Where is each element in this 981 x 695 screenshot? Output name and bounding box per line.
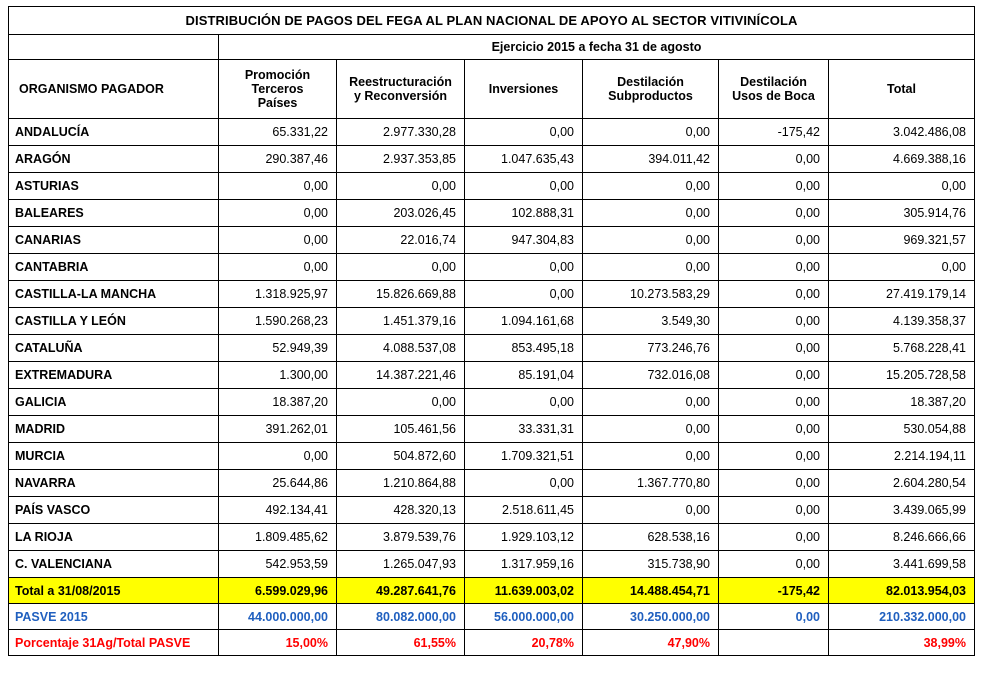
total-promocion: 6.599.029,96 <box>219 578 337 604</box>
cell-destilacion-usos-boca: 0,00 <box>719 146 829 173</box>
cell-promocion: 1.590.268,23 <box>219 308 337 335</box>
table-row <box>9 281 975 308</box>
cell-promocion: 25.644,86 <box>219 470 337 497</box>
total-inversiones: 11.639.003,02 <box>465 578 583 604</box>
table-row <box>9 173 975 200</box>
row-organismo-name: C. VALENCIANA <box>9 551 219 578</box>
cell-reestructuracion: 0,00 <box>337 389 465 416</box>
cell-destilacion-subproductos: 0,00 <box>583 389 719 416</box>
cell-promocion: 492.134,41 <box>219 497 337 524</box>
table-title: DISTRIBUCIÓN DE PAGOS DEL FEGA AL PLAN NACIONAL DE APOYO AL SECTOR VITIVINÍCOLA <box>9 7 975 35</box>
pasve-destilacion-usos-boca: 0,00 <box>719 604 829 630</box>
cell-destilacion-usos-boca: 0,00 <box>719 335 829 362</box>
cell-inversiones: 1.929.103,12 <box>465 524 583 551</box>
cell-promocion: 1.809.485,62 <box>219 524 337 551</box>
percentage-inversiones: 20,78% <box>465 630 583 656</box>
cell-promocion: 0,00 <box>219 443 337 470</box>
cell-total: 0,00 <box>829 173 975 200</box>
cell-promocion: 542.953,59 <box>219 551 337 578</box>
table-percentage-row <box>9 630 975 656</box>
row-organismo-name: NAVARRA <box>9 470 219 497</box>
cell-destilacion-usos-boca: 0,00 <box>719 551 829 578</box>
cell-promocion: 18.387,20 <box>219 389 337 416</box>
cell-inversiones: 947.304,83 <box>465 227 583 254</box>
cell-destilacion-subproductos: 0,00 <box>583 416 719 443</box>
cell-inversiones: 1.709.321,51 <box>465 443 583 470</box>
cell-reestructuracion: 0,00 <box>337 173 465 200</box>
cell-promocion: 52.949,39 <box>219 335 337 362</box>
cell-total: 18.387,20 <box>829 389 975 416</box>
header-organismo-pagador: ORGANISMO PAGADOR <box>9 60 219 119</box>
table-row <box>9 200 975 227</box>
cell-total: 2.604.280,54 <box>829 470 975 497</box>
cell-total: 0,00 <box>829 254 975 281</box>
table-row <box>9 470 975 497</box>
row-organismo-name: ARAGÓN <box>9 146 219 173</box>
row-organismo-name: CATALUÑA <box>9 335 219 362</box>
cell-destilacion-usos-boca: 0,00 <box>719 389 829 416</box>
cell-reestructuracion: 203.026,45 <box>337 200 465 227</box>
cell-reestructuracion: 105.461,56 <box>337 416 465 443</box>
table-row <box>9 443 975 470</box>
cell-reestructuracion: 22.016,74 <box>337 227 465 254</box>
cell-total: 3.439.065,99 <box>829 497 975 524</box>
table-subtitle: Ejercicio 2015 a fecha 31 de agosto <box>219 35 975 60</box>
cell-promocion: 0,00 <box>219 173 337 200</box>
percentage-promocion: 15,00% <box>219 630 337 656</box>
cell-promocion: 0,00 <box>219 227 337 254</box>
header-promocion-terceros-paises: Promoción Terceros Países <box>219 60 337 119</box>
table-row <box>9 416 975 443</box>
total-row-label: Total a 31/08/2015 <box>9 578 219 604</box>
row-organismo-name: MADRID <box>9 416 219 443</box>
row-organismo-name: ANDALUCÍA <box>9 119 219 146</box>
table-row <box>9 308 975 335</box>
header-total: Total <box>829 60 975 119</box>
table-title-row <box>9 7 975 35</box>
cell-destilacion-subproductos: 394.011,42 <box>583 146 719 173</box>
cell-destilacion-subproductos: 0,00 <box>583 200 719 227</box>
cell-inversiones: 102.888,31 <box>465 200 583 227</box>
cell-promocion: 0,00 <box>219 254 337 281</box>
cell-reestructuracion: 1.451.379,16 <box>337 308 465 335</box>
cell-reestructuracion: 14.387.221,46 <box>337 362 465 389</box>
percentage-reestructuracion: 61,55% <box>337 630 465 656</box>
cell-destilacion-subproductos: 1.367.770,80 <box>583 470 719 497</box>
pasve-promocion: 44.000.000,00 <box>219 604 337 630</box>
total-total: 82.013.954,03 <box>829 578 975 604</box>
cell-total: 8.246.666,66 <box>829 524 975 551</box>
cell-reestructuracion: 428.320,13 <box>337 497 465 524</box>
header-destilacion-usos-de-boca: Destilación Usos de Boca <box>719 60 829 119</box>
cell-total: 530.054,88 <box>829 416 975 443</box>
cell-destilacion-usos-boca: 0,00 <box>719 308 829 335</box>
cell-total: 2.214.194,11 <box>829 443 975 470</box>
cell-inversiones: 1.047.635,43 <box>465 146 583 173</box>
percentage-row-label: Porcentaje 31Ag/Total PASVE <box>9 630 219 656</box>
header-inversiones: Inversiones <box>465 60 583 119</box>
row-organismo-name: PAÍS VASCO <box>9 497 219 524</box>
cell-inversiones: 0,00 <box>465 254 583 281</box>
cell-destilacion-subproductos: 628.538,16 <box>583 524 719 551</box>
cell-destilacion-usos-boca: 0,00 <box>719 173 829 200</box>
table-pasve-row <box>9 604 975 630</box>
cell-reestructuracion: 2.977.330,28 <box>337 119 465 146</box>
cell-destilacion-usos-boca: -175,42 <box>719 119 829 146</box>
cell-destilacion-usos-boca: 0,00 <box>719 416 829 443</box>
cell-total: 15.205.728,58 <box>829 362 975 389</box>
cell-promocion: 290.387,46 <box>219 146 337 173</box>
cell-destilacion-subproductos: 0,00 <box>583 119 719 146</box>
cell-inversiones: 1.317.959,16 <box>465 551 583 578</box>
cell-destilacion-usos-boca: 0,00 <box>719 281 829 308</box>
cell-destilacion-subproductos: 773.246,76 <box>583 335 719 362</box>
cell-inversiones: 0,00 <box>465 173 583 200</box>
pasve-row-label: PASVE 2015 <box>9 604 219 630</box>
cell-promocion: 391.262,01 <box>219 416 337 443</box>
cell-reestructuracion: 3.879.539,76 <box>337 524 465 551</box>
table-row <box>9 362 975 389</box>
cell-reestructuracion: 504.872,60 <box>337 443 465 470</box>
cell-destilacion-usos-boca: 0,00 <box>719 470 829 497</box>
cell-inversiones: 0,00 <box>465 470 583 497</box>
cell-reestructuracion: 1.265.047,93 <box>337 551 465 578</box>
row-organismo-name: CASTILLA-LA MANCHA <box>9 281 219 308</box>
header-reestructuracion-reconversion: Reestructuración y Reconversión <box>337 60 465 119</box>
row-organismo-name: CANTABRIA <box>9 254 219 281</box>
cell-inversiones: 0,00 <box>465 119 583 146</box>
cell-inversiones: 0,00 <box>465 389 583 416</box>
cell-destilacion-subproductos: 732.016,08 <box>583 362 719 389</box>
total-reestructuracion: 49.287.641,76 <box>337 578 465 604</box>
cell-destilacion-subproductos: 3.549,30 <box>583 308 719 335</box>
table-header-row <box>9 60 975 119</box>
cell-promocion: 0,00 <box>219 200 337 227</box>
row-organismo-name: GALICIA <box>9 389 219 416</box>
total-destilacion-usos-boca: -175,42 <box>719 578 829 604</box>
row-organismo-name: MURCIA <box>9 443 219 470</box>
table-row <box>9 227 975 254</box>
cell-destilacion-subproductos: 315.738,90 <box>583 551 719 578</box>
row-organismo-name: CASTILLA Y LEÓN <box>9 308 219 335</box>
percentage-destilacion-subproductos: 47,90% <box>583 630 719 656</box>
cell-destilacion-subproductos: 10.273.583,29 <box>583 281 719 308</box>
subtitle-spacer-cell <box>9 35 219 60</box>
cell-destilacion-subproductos: 0,00 <box>583 173 719 200</box>
table-total-row <box>9 578 975 604</box>
cell-inversiones: 853.495,18 <box>465 335 583 362</box>
table-row <box>9 389 975 416</box>
cell-inversiones: 85.191,04 <box>465 362 583 389</box>
table-row <box>9 335 975 362</box>
cell-promocion: 1.318.925,97 <box>219 281 337 308</box>
row-organismo-name: CANARIAS <box>9 227 219 254</box>
cell-destilacion-subproductos: 0,00 <box>583 443 719 470</box>
pasve-inversiones: 56.000.000,00 <box>465 604 583 630</box>
table-row <box>9 497 975 524</box>
cell-destilacion-usos-boca: 0,00 <box>719 443 829 470</box>
row-organismo-name: BALEARES <box>9 200 219 227</box>
cell-total: 27.419.179,14 <box>829 281 975 308</box>
cell-total: 969.321,57 <box>829 227 975 254</box>
table-row <box>9 254 975 281</box>
cell-reestructuracion: 15.826.669,88 <box>337 281 465 308</box>
cell-reestructuracion: 0,00 <box>337 254 465 281</box>
cell-promocion: 1.300,00 <box>219 362 337 389</box>
cell-reestructuracion: 2.937.353,85 <box>337 146 465 173</box>
pasve-reestructuracion: 80.082.000,00 <box>337 604 465 630</box>
pasve-total: 210.332.000,00 <box>829 604 975 630</box>
cell-destilacion-usos-boca: 0,00 <box>719 362 829 389</box>
row-organismo-name: LA RIOJA <box>9 524 219 551</box>
cell-total: 305.914,76 <box>829 200 975 227</box>
cell-destilacion-subproductos: 0,00 <box>583 497 719 524</box>
cell-destilacion-usos-boca: 0,00 <box>719 254 829 281</box>
cell-total: 4.669.388,16 <box>829 146 975 173</box>
row-organismo-name: EXTREMADURA <box>9 362 219 389</box>
cell-total: 5.768.228,41 <box>829 335 975 362</box>
table-row <box>9 119 975 146</box>
cell-reestructuracion: 4.088.537,08 <box>337 335 465 362</box>
table-row <box>9 551 975 578</box>
percentage-total: 38,99% <box>829 630 975 656</box>
table-subtitle-row <box>9 35 975 60</box>
row-organismo-name: ASTURIAS <box>9 173 219 200</box>
payments-distribution-table <box>8 6 975 656</box>
cell-destilacion-usos-boca: 0,00 <box>719 497 829 524</box>
cell-total: 4.139.358,37 <box>829 308 975 335</box>
cell-destilacion-usos-boca: 0,00 <box>719 524 829 551</box>
cell-reestructuracion: 1.210.864,88 <box>337 470 465 497</box>
cell-destilacion-subproductos: 0,00 <box>583 227 719 254</box>
cell-inversiones: 1.094.161,68 <box>465 308 583 335</box>
cell-destilacion-usos-boca: 0,00 <box>719 227 829 254</box>
percentage-destilacion-usos-boca <box>719 630 829 656</box>
total-destilacion-subproductos: 14.488.454,71 <box>583 578 719 604</box>
cell-total: 3.441.699,58 <box>829 551 975 578</box>
cell-total: 3.042.486,08 <box>829 119 975 146</box>
cell-destilacion-usos-boca: 0,00 <box>719 200 829 227</box>
header-destilacion-subproductos: Destilación Subproductos <box>583 60 719 119</box>
table-row <box>9 524 975 551</box>
cell-destilacion-subproductos: 0,00 <box>583 254 719 281</box>
cell-inversiones: 0,00 <box>465 281 583 308</box>
cell-inversiones: 33.331,31 <box>465 416 583 443</box>
table-row <box>9 146 975 173</box>
cell-inversiones: 2.518.611,45 <box>465 497 583 524</box>
pasve-destilacion-subproductos: 30.250.000,00 <box>583 604 719 630</box>
cell-promocion: 65.331,22 <box>219 119 337 146</box>
